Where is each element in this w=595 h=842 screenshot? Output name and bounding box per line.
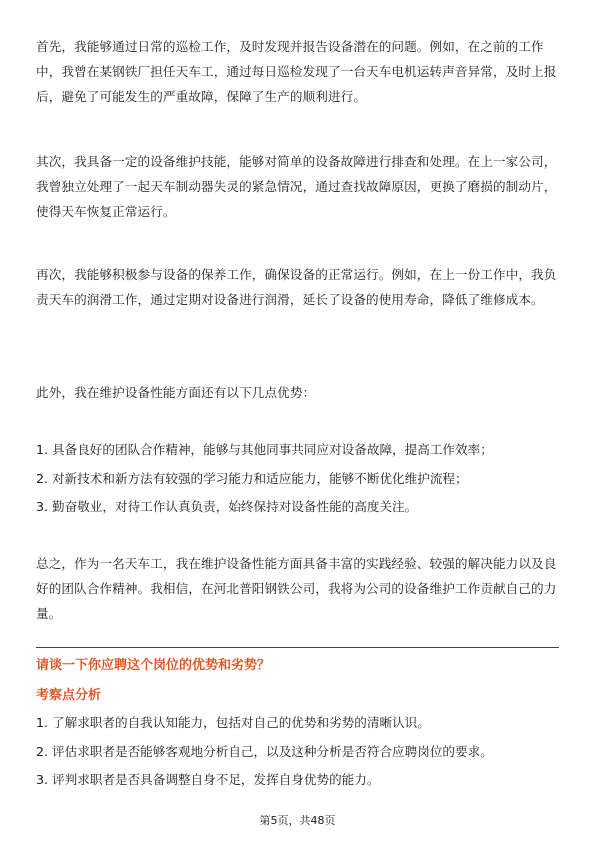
- section-divider: [36, 647, 559, 648]
- analysis-heading: 考察点分析: [36, 688, 102, 703]
- advantage-item-2: 2. 对新技术和新方法有较强的学习能力和适应能力，能够不断优化维护流程；: [36, 471, 468, 486]
- paragraph-maintenance-skill: 其次，我具备一定的设备维护技能，能够对简单的设备故障进行排查和处理。在上一家公司，我曾独立处理了一起天车制动器失灵的紧急情况，通过查找故障原因，更换了磨损的制动片，使得天车恢复正常运行。: [36, 154, 557, 219]
- advantage-item-3: 3. 勤奋敬业，对待工作认真负责，始终保持对设备性能的高度关注。: [36, 499, 418, 514]
- document-page: [36, 0, 559, 842]
- paragraph-inspection: 首先，我能够通过日常的巡检工作，及时发现并报告设备潜在的问题。例如，在之前的工作中，我曾在某钢铁厂担任天车工，通过每日巡检发现了一台天车电机运转声音异常，及时上报后，避免了可能发生的严重故障，保障了生产的顺利进行。: [36, 39, 557, 104]
- page-number: 第5页，共48页: [259, 814, 336, 827]
- interview-question: 请谈一下你应聘这个岗位的优势和劣势？: [36, 658, 271, 673]
- paragraph-conclusion: 总之，作为一名天车工，我在维护设备性能方面具备丰富的实践经验、较强的解决能力以及良好的团队合作精神。我相信，在河北普阳钢铁公司，我将为公司的设备维护工作贡献自己的力量。: [36, 556, 557, 621]
- analysis-point-3: 3. 评判求职者是否具备调整自身不足，发挥自身优势的能力。: [36, 772, 380, 787]
- paragraph-upkeep: 再次，我能够积极参与设备的保养工作，确保设备的正常运行。例如，在上一份工作中，我负责天车的润滑工作，通过定期对设备进行润滑，延长了设备的使用寿命，降低了维修成本。: [36, 267, 557, 307]
- analysis-point-2: 2. 评估求职者是否能够客观地分析自己，以及这种分析是否符合应聘岗位的要求。: [36, 744, 493, 759]
- analysis-point-1: 1. 了解求职者的自我认知能力，包括对自己的优势和劣势的清晰认识。: [36, 715, 430, 730]
- paragraph-advantages-intro: 此外，我在维护设备性能方面还有以下几点优势：: [36, 385, 316, 400]
- advantage-item-1: 1. 具备良好的团队合作精神，能够与其他同事共同应对设备故障，提高工作效率；: [36, 442, 493, 457]
